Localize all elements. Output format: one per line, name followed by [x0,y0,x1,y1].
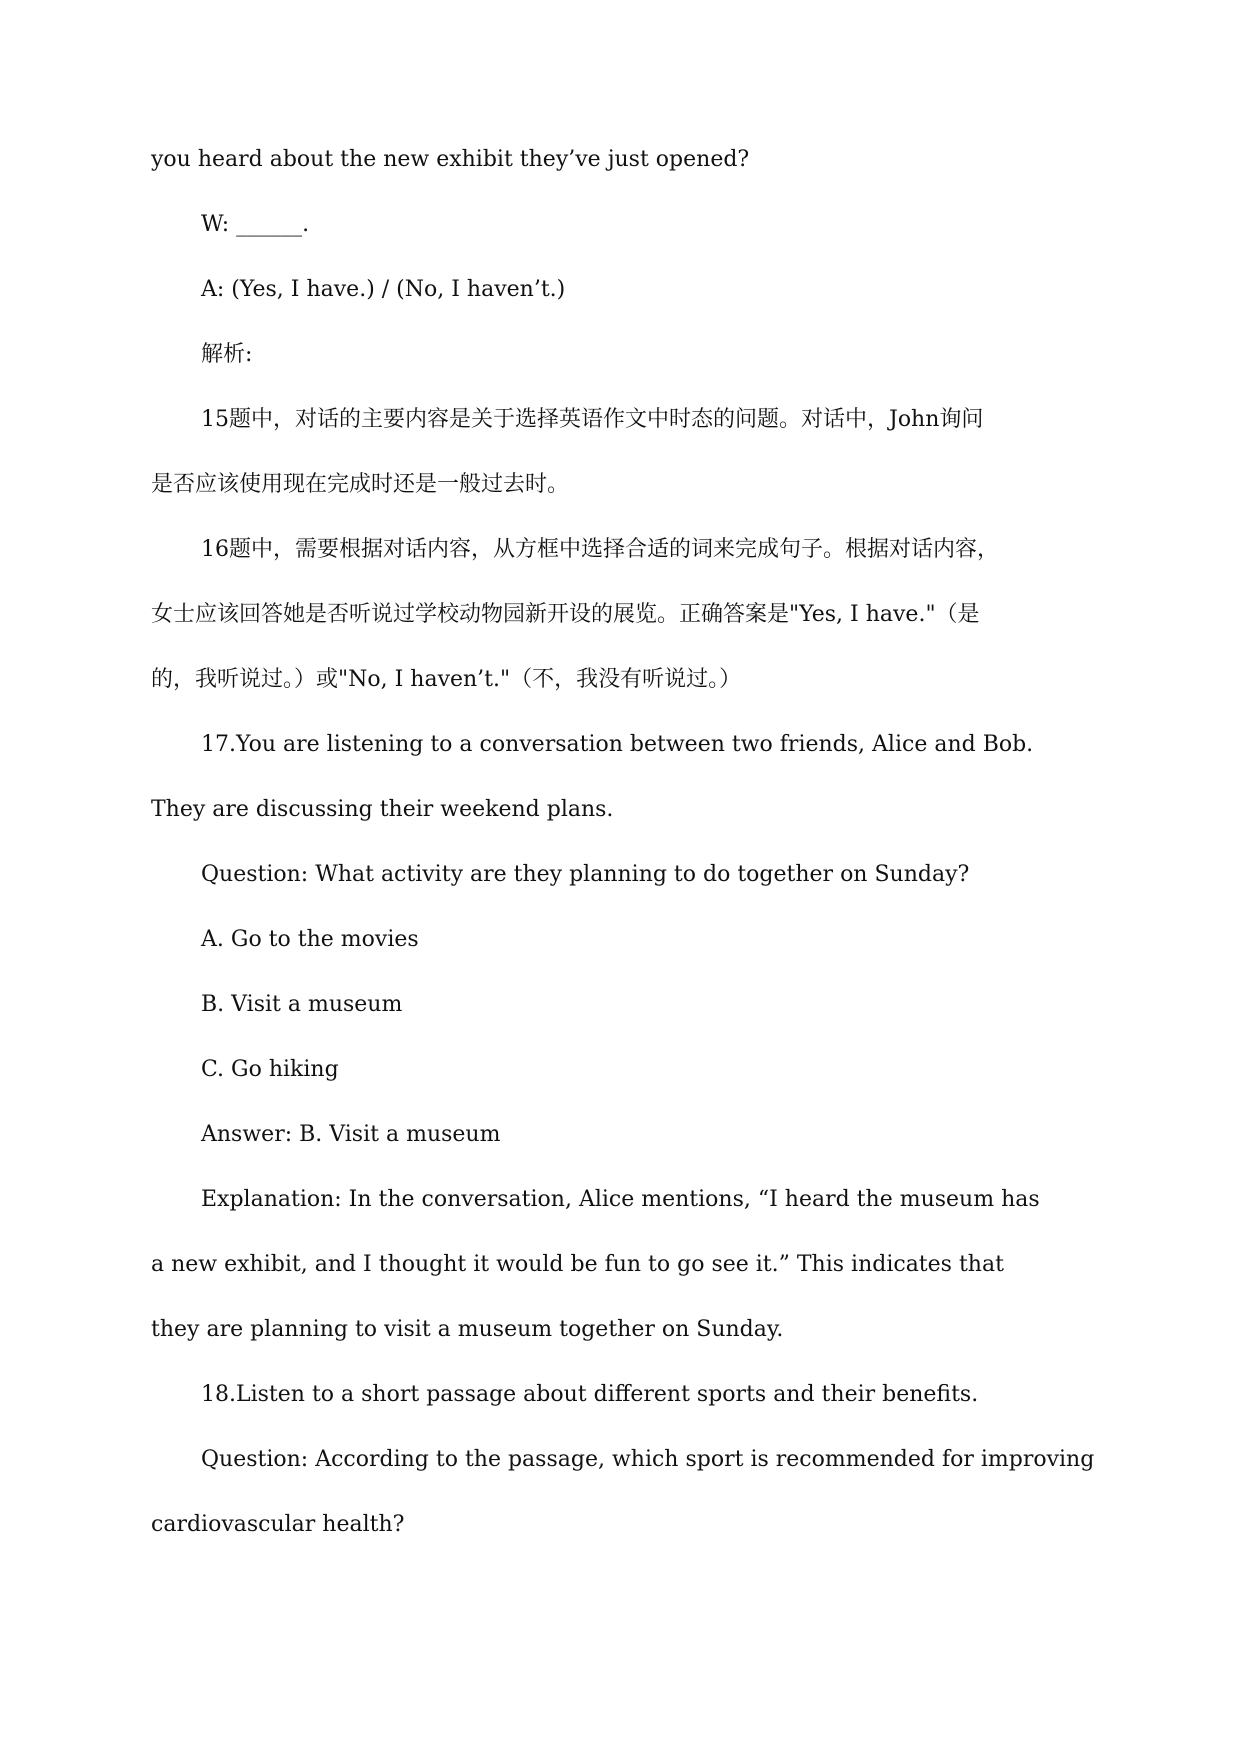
text-line: 18.Listen to a short passage about different sports and their benefits. [201,1382,979,1407]
text-line: 是否应该使用现在完成时还是一般过去时。 [151,472,570,497]
text-line: W: ______. [201,212,310,237]
text-line: cardiovascular health? [151,1512,405,1537]
text-line: 的，我听说过。）或"No, I haven’t."（不，我没有听说过。） [151,667,742,692]
text-line: Explanation: In the conversation, Alice mentions, “I heard the museum has [201,1187,1040,1212]
text-line: B. Visit a museum [201,992,403,1017]
text-line: C. Go hiking [201,1057,339,1082]
text-line: Question: According to the passage, which sport is recommended for improving [201,1447,1095,1472]
text-line: you heard about the new exhibit they’ve just opened? [151,147,750,172]
text-line: Question: What activity are they planning to do together on Sunday? [201,862,970,887]
document-body [151,142,1099,1572]
text-line: a new exhibit, and I thought it would be fun to go see it.” This indicates that [151,1252,1004,1277]
text-line: 16题中，需要根据对话内容，从方框中选择合适的词来完成句子。根据对话内容， [201,537,999,562]
text-line: 17.You are listening to a conversation between two friends, Alice and Bob. [201,732,1034,757]
text-line: 15题中，对话的主要内容是关于选择英语作文中时态的问题。对话中，John询问 [201,407,984,432]
text-line: 女士应该回答她是否听说过学校动物园新开设的展览。正确答案是"Yes, I have."（是 [151,602,980,627]
text-line: A. Go to the movies [201,927,419,952]
text-line: 解析: [201,342,253,367]
text-line: A: (Yes, I have.) / (No, I haven’t.) [201,277,566,302]
text-line: they are planning to visit a museum together on Sunday. [151,1317,784,1342]
text-line: They are discussing their weekend plans. [151,797,614,822]
text-line: Answer: B. Visit a museum [201,1122,501,1147]
